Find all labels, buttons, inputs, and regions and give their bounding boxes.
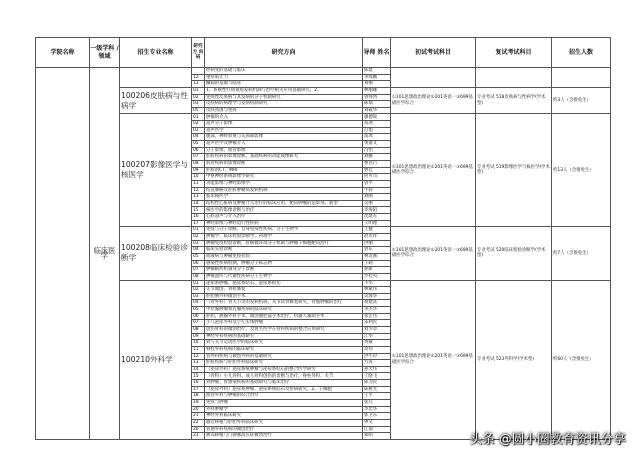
direction-name: 骨肿瘤、骨感染疾病的基础研究与临床治疗: [205, 380, 363, 387]
advisor-name: 吴海华: [363, 293, 391, 300]
advisor-name: 林龙刚: [363, 253, 391, 260]
advisor-name: 林斌伟: [363, 287, 391, 294]
direction-name: 外科肿瘤学: [205, 406, 363, 413]
direction-name: （泌尿外科）泌尿系统肿瘤与泌尿系结石的整合医学研究: [205, 366, 363, 373]
direction-code: 01: [192, 87, 205, 94]
direction-code: 05: [192, 307, 205, 314]
discipline-cell: 临床医学: [90, 68, 120, 440]
advisor-name: 牛莉: [363, 187, 391, 194]
direction-code: 08: [192, 273, 205, 280]
advisor-name: 吴丽: [363, 200, 391, 207]
direction-code: 17: [192, 386, 205, 393]
advisor-name: 方涛: [363, 360, 391, 367]
advisor-name: 宋利民: [363, 320, 391, 327]
major-cell: [120, 68, 192, 88]
direction-code: 06: [192, 260, 205, 267]
direction-name: 肿瘤的介入: [205, 114, 363, 121]
direction-name: 泌尿系肿瘤、泌尿系结石、泌尿系损伤: [205, 280, 363, 287]
advisor-name: 高冰: [363, 121, 391, 128]
table-row: [36, 114, 611, 121]
table-row: [36, 87, 611, 94]
direction-code: 01: [192, 114, 205, 121]
advisor-name: 孙新: [363, 267, 391, 274]
retest-cell: 专业考试 523外科学(学术型): [476, 280, 552, 439]
direction-name: 临床核医学: [205, 194, 363, 201]
exam-cell: [391, 68, 476, 88]
direction-name: 器官移植与肝胆外科临床研究: [205, 419, 363, 426]
direction-code: 20: [192, 426, 205, 433]
direction-code: 16: [192, 380, 205, 387]
direction-name: 结构性心脏病及肿瘤介入治疗的临床应用，靶向肿瘤的造影剂，新型: [205, 200, 363, 207]
advisor-name: 王健: [363, 227, 391, 234]
header-school: 学院名称: [36, 38, 90, 68]
advisor-name: 卞华: [363, 280, 391, 287]
advisor-name: 陈建: [363, 68, 391, 75]
direction-code: 16: [192, 214, 205, 221]
advisor-name: 洪丽: [363, 240, 391, 247]
retest-cell: [476, 68, 552, 88]
header-retest: 复试考试科目: [476, 38, 552, 68]
direction-name: 肿瘤学、临床检验诊断学、药理学: [205, 234, 363, 241]
advisor-name: 曹昌吕: [363, 160, 391, 167]
direction-name: 甲状腺肿瘤和乳腺疾病的临床研究: [205, 307, 363, 314]
advisor-name: 冯怡: [363, 147, 391, 154]
direction-code: 06: [192, 313, 205, 320]
direction-code: 14: [192, 366, 205, 373]
watermark: 头条 @圆小圈教育资讯分享: [469, 431, 626, 446]
direction-code: 04: [192, 300, 205, 307]
advisor-name: 黄嘉文: [363, 141, 391, 148]
direction-name: 超声医学及肿瘤介入: [205, 141, 363, 148]
direction-code: 13: [192, 194, 205, 201]
direction-code: 15: [192, 373, 205, 380]
admission-table: [35, 37, 611, 440]
direction-code: 08: [192, 160, 205, 167]
direction-code: 05: [192, 107, 205, 114]
direction-name: （泌尿外科）泌尿系肿瘤、泌尿系统结石及疾病研究，2、干细胞: [205, 386, 363, 393]
direction-name: 肝脏的CT、MRI: [205, 167, 363, 174]
direction-name: 免疫与肿瘤: [205, 400, 363, 407]
advisor-name: 陈树光: [363, 386, 391, 393]
advisor-name: 沈建军: [363, 214, 391, 221]
direction-name: 血管外科与肿瘤的综合治疗: [205, 393, 363, 400]
direction-code: 07: [192, 267, 205, 274]
direction-name: 心脏超声与介入治疗: [205, 214, 363, 221]
advisor-name: 高伟: [363, 346, 391, 353]
advisor-name: 曾东: [363, 247, 391, 254]
table-row: [36, 68, 611, 75]
header-direction: 研究方向: [205, 38, 363, 68]
direction-name: 重症肌无力: [205, 74, 363, 81]
direction-code: 07: [192, 320, 205, 327]
header-major: 招生专业名称: [120, 38, 192, 68]
advisor-name: 黄敏: [363, 340, 391, 347]
direction-name: 中枢神经系统影像学研究: [205, 174, 363, 181]
direction-name: 免疫与分子诊断、自身免疫性疾病、分子生物学: [205, 227, 363, 234]
advisor-name: 王明理: [363, 220, 391, 227]
direction-name: 骨与关节运动医学的临床研究: [205, 340, 363, 347]
advisor-name: 江黎: [363, 426, 391, 433]
direction-code: 06: [192, 147, 205, 154]
direction-code: 10: [192, 340, 205, 347]
direction-code: 11: [192, 180, 205, 187]
direction-code: 02: [192, 234, 205, 241]
direction-code: 09: [192, 333, 205, 340]
direction-code: [192, 68, 205, 75]
table-row: [36, 280, 611, 287]
advisor-name: 刘鹏: [363, 154, 391, 161]
direction-code: 15: [192, 207, 205, 214]
direction-code: 02: [192, 287, 205, 294]
header-dir-code: 研究方 向码: [192, 38, 205, 68]
direction-name: 皮肤病的病理学与发病机制研究: [205, 101, 363, 108]
quota-cell: 约13人（含推免生）: [552, 114, 611, 227]
advisor-name: 陈为民: [363, 380, 391, 387]
advisor-name: 曹佳: [363, 167, 391, 174]
direction-name: 核医学的影像诊断与治疗: [205, 207, 363, 214]
advisor-name: 李海鹏: [363, 74, 391, 81]
direction-code: 17: [192, 220, 205, 227]
advisor-name: 洪小玲: [363, 353, 391, 360]
direction-code: 12: [192, 353, 205, 360]
advisor-name: 张元: [363, 400, 391, 407]
retest-cell: 专业考试 520临床检验诊断学(学术型): [476, 227, 552, 280]
direction-code: 05: [192, 141, 205, 148]
direction-code: 02: [192, 121, 205, 128]
direction-name: 皮肤真菌与免疫: [205, 107, 363, 114]
direction-code: 12: [192, 74, 205, 81]
header-quota: 招生人数: [552, 38, 611, 68]
direction-name: 1、系统性红斑狼疮发病机制与治疗相关应用基础研究，2、: [205, 87, 363, 94]
advisor-name: 陈瑞: [363, 101, 391, 108]
direction-code: 13: [192, 81, 205, 88]
major-cell: 100206皮肤病与性病学: [120, 87, 192, 114]
direction-name: 临床实验诊断: [205, 247, 363, 254]
direction-code: 09: [192, 167, 205, 174]
advisor-name: 高冰: [363, 134, 391, 141]
direction-name: 功能影像与神经影像学: [205, 180, 363, 187]
direction-name: 超声分子影像: [205, 121, 363, 128]
major-cell: 100208临床检验诊断学: [120, 227, 192, 280]
advisor-name: 郑明: [363, 433, 391, 440]
direction-name: 感染性疾病检测、肿瘤分子标志物: [205, 260, 363, 267]
advisor-name: 何可司: [363, 174, 391, 181]
exam-cell: ①101思想政治理论②201英语一③699基础医学综合: [391, 114, 476, 227]
quota-cell: [552, 68, 611, 88]
direction-name: 肿瘤免疫检验诊断，肝癌微环境分子机制与肿瘤干细胞靶向治疗: [205, 240, 363, 247]
direction-code: 21: [192, 413, 205, 420]
table-row: [36, 227, 611, 234]
direction-name: 肝脏疾病的影像诊断、基础疾病的功能成像研究: [205, 154, 363, 161]
direction-code: 01: [192, 227, 205, 234]
retest-cell: 专业考试 518皮肤病与性病学(学术型): [476, 87, 552, 114]
direction-name: 肿瘤耐药机制及分子诊断: [205, 267, 363, 274]
advisor-name: 罗桂英: [363, 273, 391, 280]
advisor-name: 李忠华: [363, 406, 391, 413]
direction-code: 03: [192, 127, 205, 134]
direction-name: （骨外科）骨关节炎的发病机制，关节软骨修复研究、骨骼肿瘤的治疗: [205, 300, 363, 307]
direction-name: 小儿泌尿外科及小儿实体肿瘤: [205, 320, 363, 327]
school-cell: [36, 68, 90, 440]
advisor-name: 赵永祥: [363, 234, 391, 241]
direction-code: 18: [192, 393, 205, 400]
advisor-name: 刘少章: [363, 326, 391, 333]
advisor-name: 李海陌: [363, 207, 391, 214]
direction-code: 14: [192, 200, 205, 207]
header-exam: 初试考试科目: [391, 38, 476, 68]
header-advisor: 导师 姓名: [363, 38, 391, 68]
exam-cell: ①101思想政治理论②201英语一③699基础医学综合: [391, 227, 476, 280]
direction-name: 神经外科疾病的基础研究: [205, 333, 363, 340]
direction-code: 10: [192, 174, 205, 181]
direction-name: 免疫性皮肤病与其发病的分子机制研究: [205, 94, 363, 101]
advisor-name: 李杰华: [363, 307, 391, 314]
exam-cell: ①101思想政治理论②201英语一③699基础医学综合: [391, 280, 476, 439]
advisor-name: 钟文: [363, 419, 391, 426]
retest-cell: 专业考试 519影像医学与核医学(学术型): [476, 114, 552, 227]
advisor-name: 林丽雄: [363, 87, 391, 94]
direction-name: 分子影像、血管影像: [205, 147, 363, 154]
direction-name: 肝胆、胰腺外科手术、微创腹腔镜手术治疗、机器人辅助手术: [205, 313, 363, 320]
direction-code: 04: [192, 247, 205, 254]
quota-cell: 约7人（含推免生）: [552, 227, 611, 280]
advisor-name: 刘刚: [363, 194, 391, 201]
direction-code: 03: [192, 101, 205, 108]
direction-name: 普外科疾病与微创外科的基础研究: [205, 353, 363, 360]
direction-name: 肝胆胰外科微创手术: [205, 293, 363, 300]
direction-name: 腹部、神经放射与头颈部影像: [205, 134, 363, 141]
advisor-name: 江华: [363, 333, 391, 340]
direction-name: 肌骨疾病的影像诊断: [205, 160, 363, 167]
quota-cell: 约60人（含推免生）: [552, 280, 611, 439]
direction-code: 02: [192, 94, 205, 101]
direction-name: 超声医学: [205, 127, 363, 134]
advisor-name: 刘筱华: [363, 107, 391, 114]
advisor-name: 曾得湾: [363, 94, 391, 101]
direction-code: 05: [192, 253, 205, 260]
direction-name: 神经影像与神经退行性疾病: [205, 220, 363, 227]
advisor-name: 胡建富: [363, 300, 391, 307]
direction-code: 12: [192, 187, 205, 194]
direction-name: 肿瘤遗传与代谢性疾病分子生物学: [205, 273, 363, 280]
direction-name: 神经外科临床研究: [205, 413, 363, 420]
advisor-name: 廖德锐: [363, 114, 391, 121]
direction-name: 普通外科疾病的微创治疗: [205, 426, 363, 433]
advisor-name: 王平: [363, 393, 391, 400]
direction-code: 07: [192, 154, 205, 161]
direction-name: 癫痫的基础与临床: [205, 81, 363, 88]
advisor-name: 刘丽: [363, 81, 391, 88]
advisor-name: 张宏伟: [363, 313, 391, 320]
advisor-name: 丁晓飞: [363, 373, 391, 380]
direction-name: 肝脏疾病与肝胆外科临床研究: [205, 360, 363, 367]
direction-name: 脊柱外科疾病的临床研究: [205, 346, 363, 353]
direction-name: 创伤骨科的微创治疗，及再生医学在骨科疾病的整合应用研究: [205, 326, 363, 333]
direction-code: 03: [192, 240, 205, 247]
major-cell: 100207影像医学与核医学: [120, 114, 192, 227]
table-body: [36, 68, 611, 440]
direction-code: 04: [192, 134, 205, 141]
header-discipline: 一级学科 /领域: [90, 38, 120, 68]
advisor-name: 王硕: [363, 260, 391, 267]
direction-code: 19: [192, 400, 205, 407]
advisor-name: 孙大伟: [363, 366, 391, 373]
table-header: [36, 38, 611, 68]
direction-code: 20: [192, 406, 205, 413]
direction-code: 21: [192, 433, 205, 440]
direction-code: 01: [192, 280, 205, 287]
direction-code: 08: [192, 326, 205, 333]
advisor-name: 郭卫东: [363, 413, 391, 420]
direction-name: 胰岛移植与门静脉高压症微创治疗: [205, 433, 363, 440]
direction-name: 结直肠癌及肝脏肿瘤高发病机制: [205, 187, 363, 194]
major-cell: 100210外科学: [120, 280, 192, 439]
direction-name: 经病变的基础与临床: [205, 68, 363, 75]
direction-code: 11: [192, 346, 205, 353]
direction-name: （骨科）小儿骨科、成人骨科创伤的诊断与治疗、脊柱外科、关节: [205, 373, 363, 380]
direction-code: 22: [192, 419, 205, 426]
direction-code: 13: [192, 360, 205, 367]
direction-name: 关节微创、骨折修复: [205, 287, 363, 294]
direction-name: 血液病与肿瘤免疫检验: [205, 253, 363, 260]
advisor-name: 吕旭: [363, 127, 391, 134]
quota-cell: 约3人（含推免生）: [552, 87, 611, 114]
exam-cell: ①101思想政治理论②201英语一③699基础医学综合: [391, 87, 476, 114]
advisor-name: 曾平: [363, 180, 391, 187]
direction-code: 03: [192, 293, 205, 300]
